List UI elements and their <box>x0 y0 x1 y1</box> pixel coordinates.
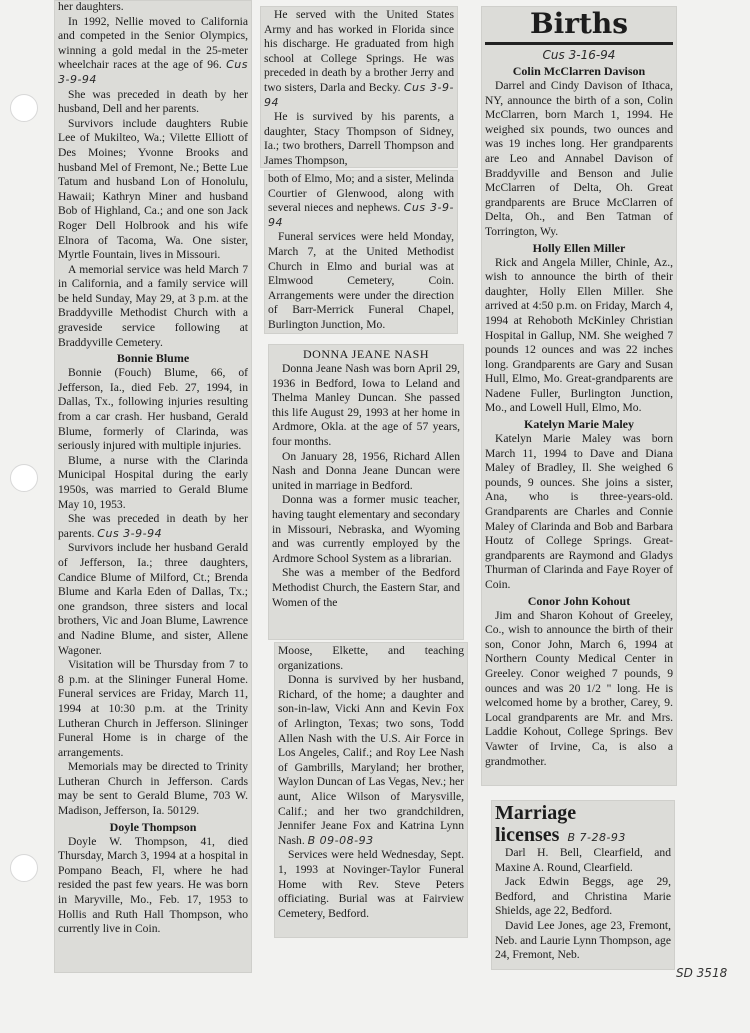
birth-announcement: Katelyn Marie Maley was born March 11, 1994 to Dave and Diana Maley of Bradley, Il. She weighed 6 pounds, 9 ounces. She joins a sister, Ana, who is three-years-old. Grandparents are Charles and Connie Maley of Clarinda and Bob and Barbara Houtz of College Springs. Great-grandparents are Raymond and Gladys Thurman of Clarinda and Faye Royer of Coin. <box>485 432 673 591</box>
blume-visitation: Visitation will be Thursday from 7 to 8 p.m. at the Slininger Funeral Home. Funeral services are Friday, March 11, 1994 at 10:30 p.m. at the Trinity Lutheran Church in Jefferson. Slininger Funeral Home is in charge of the arrangements. <box>58 658 248 759</box>
nellie-services: A memorial service was held March 7 in California, and a family service will be held Sunday, May 29, at 3 p.m. at the Braddyville Methodist Church with a graveside service following at Braddyville Cemetery. <box>58 262 248 349</box>
nash-survivors: Donna is survived by her husband, Richard, of the home; a daughter and son-in-law, Vicki Ann and Kevin Fox of Arlington, Texas; two sons, Todd Allen Nash with the U.S. Air Force in Los Angeles, Calif.; and Roy Lee Nash of Gambrills, Maryland; her brother, Waylon Duncan of Las Vegas, Nev.; her aunt, Alice Wilson of Marysville, Calif.; and her two grandchildren, Jennifer Jeane Fox and Katrina Lynn Nash. B 09-08-93 <box>278 673 464 847</box>
handwritten-date: Cus 3-9-94 <box>97 526 163 540</box>
blume-survivors: Survivors include her husband Gerald of Jefferson, Ia.; three daughters, Candice Blume of Milford, Ct.; Brenda Blume and Karla Eden of Dallas, Tx.; one grandson, three sisters and local brothers, Vic and Joan Blume, Lawrence and Nadine Blume, and sister, Allene Wagoner. <box>58 541 248 657</box>
handwritten-date: Cus 3-9-94 <box>264 80 454 109</box>
marriage-title-line2: licenses B 7-28-93 <box>495 824 626 846</box>
marriage-license-entry: David Lee Jones, age 23, Fremont, Neb. and Laurie Lynn Thompson, age 24, Fremont, Neb. <box>495 918 671 962</box>
nash-paragraph: Moose, Elkette, and teaching organizations. <box>278 644 464 672</box>
handwritten-date: Cus 3-9-94 <box>58 58 248 86</box>
handwritten-date: Cus 3-9-94 <box>268 201 454 229</box>
nellie-survivors: Survivors include daughters Rubie Lee of Mukilteo, Wa.; Vilette Elliott of Des Moines; Yvonne Brooks and husband Mel of Fremont, Ne.; Bette Lue Tatum and husband Lon of Honolulu, Hawaii; Kathryn Miner and husband Bob of Highland, Ca.; and one son Jack Roger Dell Holbrook and his wife Elnora of Tacoma, Wa. One sister, Myrtle Fountain, lives in Missouri. <box>58 116 248 262</box>
handwritten-date: Cus 3-16-94 <box>542 48 616 62</box>
blume-paragraph: She was preceded in death by her parents. Cus 3-9-94 <box>58 512 248 540</box>
births-title: Births <box>529 7 629 40</box>
obituary-clipping-thompson-end <box>264 170 458 334</box>
obituary-heading-nash: DONNA JEANE NASH <box>302 347 429 361</box>
obituary-clipping-nash-cont <box>274 642 468 938</box>
nellie-continued-text: her daughters. <box>58 0 124 13</box>
obituary-heading-blume: Bonnie Blume <box>116 351 190 366</box>
handwritten-date: B 7-28-93 <box>567 831 626 844</box>
obituary-heading-thompson: Doyle Thompson <box>109 819 197 834</box>
birth-heading-davison: Colin McClarren Davison <box>512 64 646 78</box>
birth-announcement: Rick and Angela Miller, Chinle, Az., wish to announce the birth of their daughter, Holly Ellen Miller. She arrived at 4:50 p.m. on Friday, March 4, 1994 at Rehoboth McKinley Christian Hospital in Gallup, NM. She weighed 7 pounds 12 ounces and was 22 inches long. Grandparents are Gary and Susan Hull, Elmo, Mo. Great-grandparents are Nadene Fuller, Burlington Junction, Mo., and Lowell Hull, Elmo, Mo. <box>485 255 673 415</box>
blume-paragraph: Bonnie (Fouch) Blume, 66, of Jefferson, Ia., died Feb. 27, 1994, in Dallas, Tx., following injuries resulting from a car crash. Her husband, Gerald Blume, formerly of Clarinda, was seriously injured with multiple injuries. <box>58 366 248 453</box>
handwritten-date: B 09-08-93 <box>307 833 374 847</box>
obituary-clipping-nash <box>268 344 464 640</box>
obituary-clipping-left <box>54 0 252 973</box>
thompson-paragraph: Doyle W. Thompson, 41, died Thursday, March 3, 1994 at a hospital in Pompano Beach, Fl, where he had resided the past few years. He was born in Maryville, Mo., Feb. 17, 1953 to Hollis and Ruth Hall Thompson, who currently live in Coin. <box>58 834 248 936</box>
nellie-paragraph: In 1992, Nellie moved to California and competed in the Senior Olympics, winning a gold medal in the 25-meter wheelchair races at the age of 96. Cus 3-9-94 <box>58 14 248 86</box>
nash-paragraph: She was a member of the Bedford Methodist Church, the Eastern Star, and Women of the <box>272 566 460 609</box>
birth-announcement: Darrel and Cindy Davison of Ithaca, NY, announce the birth of a son, Colin McClarren, born March 1, 1994. He weighed six pounds, two ounces and was 19 inches long. Her grandparents are Leo and Annabel Davison of Braddyville and Benson and Julie McClarren of Delta, Oh. Great grandparents are Bruce McClarren of Delta, Oh., and Ben Tatman of Torrington, Wy. <box>485 79 673 238</box>
blume-memorials: Memorials may be directed to Trinity Lutheran Church in Jefferson. Cards may be sent to Gerald Blume, 703 W. Madison, Jefferson, Ia. 50129. <box>58 760 248 818</box>
thompson-paragraph: He served with the United States Army and has worked in Florida since his discharge. He graduated from high school at College Springs. He was preceded in death by a brother Jerry and two sisters, Darla and Becky. Cus 3-9-94 <box>264 8 454 109</box>
thompson-services: Funeral services were held Monday, March 7, at the United Methodist Church in Elmo and burial was at Elmwood Cemetery, Coin. Arrangements were under the direction of Barr-Merrick Funeral Chapel, Burlington Junction, Mo. <box>268 230 454 331</box>
binder-hole-top <box>10 94 38 122</box>
thompson-survivors: He is survived by his parents, a daughter, Stacy Thompson of Sidney, Ia.; two brothers, Darrell Thompson and James Thompson, <box>264 110 454 167</box>
binder-hole-middle <box>10 464 38 492</box>
nash-paragraph: Donna Jeane Nash was born April 29, 1936 in Bedford, Iowa to Leland and Thelma Manley Duncan. She passed this life August 29, 1993 at her home in Ardmore, Okla. at the age of 57 years, four months. <box>272 362 460 448</box>
nash-paragraph: On January 28, 1956, Richard Allen Nash and Donna Jeane Duncan were united in marriage in Bedford. <box>272 449 460 492</box>
page-stamp: SD 3518 <box>676 966 728 980</box>
blume-paragraph: Blume, a nurse with the Clarinda Municipal Hospital during the early 1950s, was married to Gerald Blume May 10, 1953. <box>58 453 248 511</box>
nash-services: Services were held Wednesday, Sept. 1, 1993 at Novinger-Taylor Funeral Home with Rev. Steve Peters officiating. Burial was at Fairview Cemetery, Bedford. <box>278 848 464 920</box>
nash-paragraph: Donna was a former music teacher, having taught elementary and secondary in Missouri, Nebraska, and Wyoming and was currently employed by the Ardmore School System as a librarian. <box>272 493 460 565</box>
birth-heading-maley: Katelyn Marie Maley <box>524 417 634 432</box>
thompson-survivors: both of Elmo, Mo; and a sister, Melinda Courtier of Glenwood, along with several nieces and nephews. Cus 3-9-94 <box>268 172 454 229</box>
title-rule <box>485 42 673 45</box>
marriage-license-entry: Darl H. Bell, Clearfield, and Maxine A. Round, Clearfield. <box>495 846 671 874</box>
birth-announcement: Jim and Sharon Kohout of Greeley, Co., wish to announce the birth of their son, Conor John, March 6, 1994 at Northern County Medical Center in Greeley. Conor weighed 7 pounds, 9 ounces and was 20 1/2 " long. He is welcomed home by a brother, Carey, 9. Local grandparents are Mr. and Mrs. Laddie Kohout, College Springs. Bev Vawter of Irvine, Ca, is also a grandmother. <box>485 608 673 768</box>
marriage-licenses-clipping <box>491 800 675 970</box>
nellie-paragraph: She was preceded in death by her husband, Dell and her parents. <box>58 87 248 116</box>
obituary-clipping-thompson-cont <box>260 6 458 168</box>
birth-heading-miller: Holly Ellen Miller <box>532 240 626 255</box>
marriage-license-entry: Jack Edwin Beggs, age 29, Bedford, and Christina Marie Shields, age 22, Bedford. <box>495 875 671 918</box>
marriage-title: Marriage <box>495 802 577 824</box>
birth-heading-kohout: Conor John Kohout <box>527 593 631 608</box>
binder-hole-bottom <box>10 854 38 882</box>
births-clipping <box>481 6 677 786</box>
